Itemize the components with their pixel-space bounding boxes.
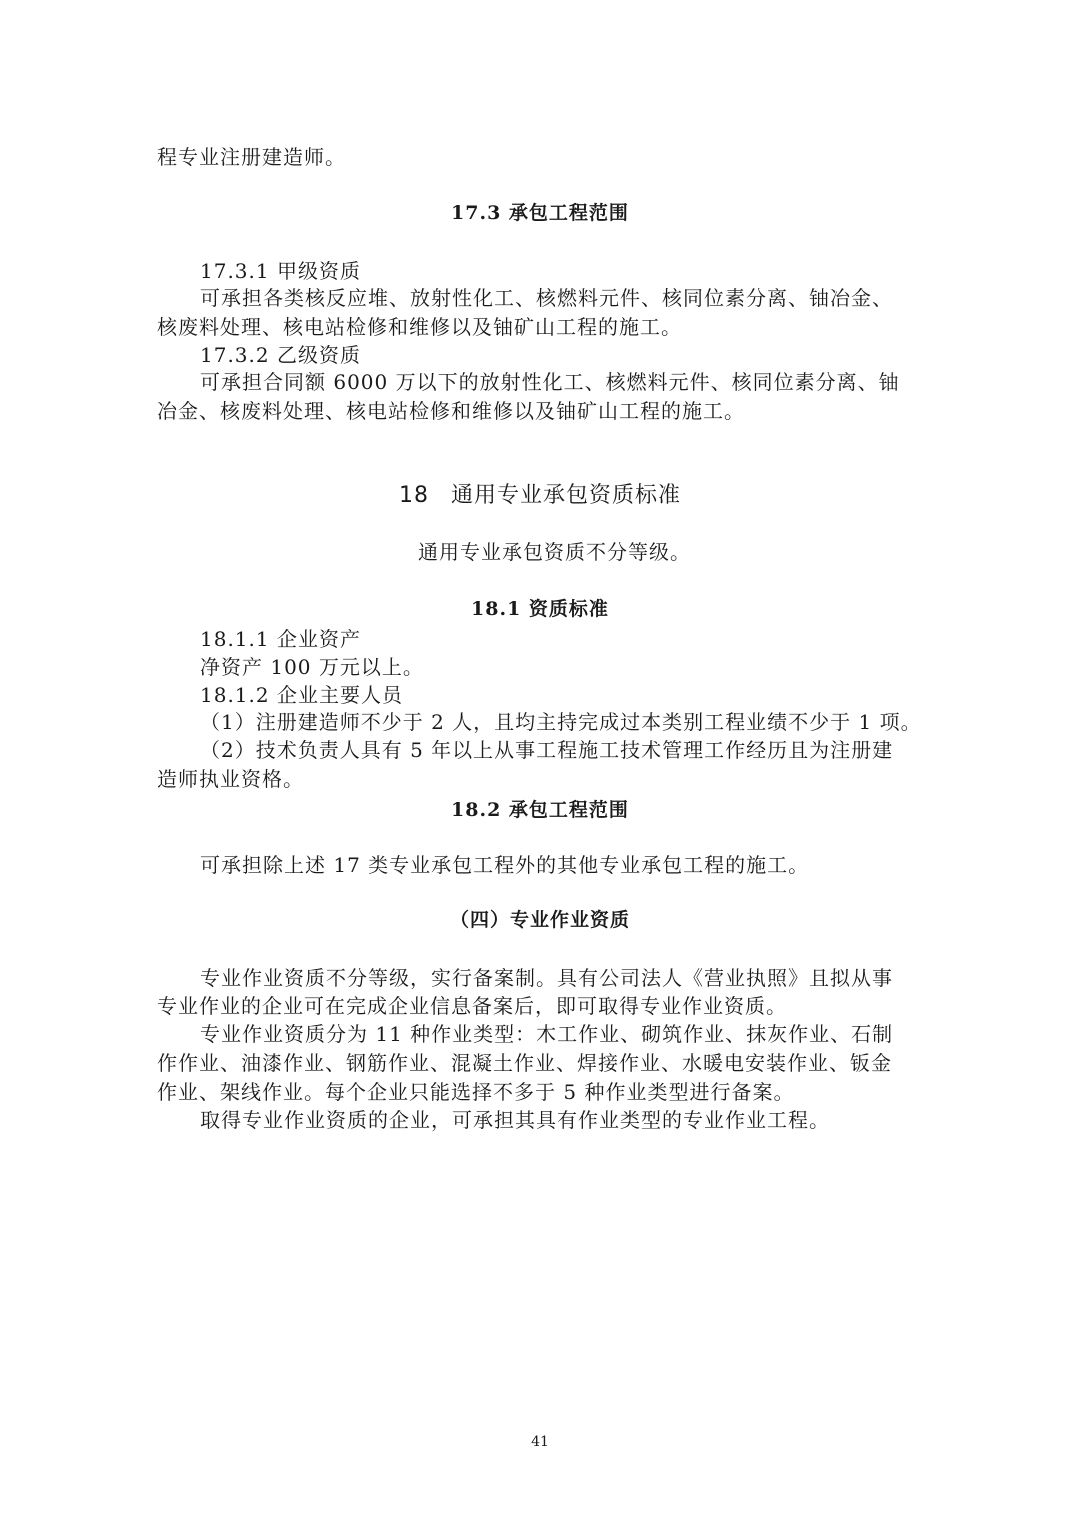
item-18-1-1-label: 18.1.1 企业资产 — [200, 627, 361, 651]
section-4-p1-line-2: 专业作业的企业可在完成企业信息备案后，即可取得专业作业资质。 — [157, 994, 787, 1018]
page-number: 41 — [531, 1434, 549, 1450]
personnel-item-1: （1）注册建造师不少于 2 人，且均主持完成过本类别工程业绩不少于 1 项。 — [200, 710, 922, 734]
item-17-3-1-text-line-1: 可承担各类核反应堆、放射性化工、核燃料元件、核同位素分离、铀冶金、 — [200, 286, 893, 310]
continuation-text: 程专业注册建造师。 — [157, 145, 346, 169]
section-4-p1-line-1: 专业作业资质不分等级，实行备案制。具有公司法人《营业执照》且拟从事 — [200, 966, 893, 990]
section-18-title — [0, 480, 1080, 512]
item-17-3-2-label: 17.3.2 乙级资质 — [200, 343, 361, 367]
personnel-item-2-line-2: 造师执业资格。 — [157, 767, 304, 791]
section-18-2-text: 可承担除上述 17 类专业承包工程外的其他专业承包工程的施工。 — [200, 853, 810, 877]
item-17-3-2-text-line-2: 冶金、核废料处理、核电站检修和维修以及铀矿山工程的施工。 — [157, 399, 745, 423]
item-18-1-2-label: 18.1.2 企业主要人员 — [200, 683, 403, 707]
heading-17-3: 17.3 承包工程范围 — [451, 202, 629, 224]
item-17-3-1-label: 17.3.1 甲级资质 — [200, 259, 361, 283]
personnel-item-2-line-1: （2）技术负责人具有 5 年以上从事工程施工技术管理工作经历且为注册建 — [200, 738, 894, 762]
section-18-intro: 通用专业承包资质不分等级。 — [418, 540, 691, 564]
section-4-p2-line-2: 作作业、油漆作业、钢筋作业、混凝土作业、焊接作业、水暖电安装作业、钣金 — [157, 1051, 892, 1075]
section-4-p2-line-3: 作业、架线作业。每个企业只能选择不多于 5 种作业类型进行备案。 — [157, 1080, 795, 1104]
heading-section-4: （四）专业作业资质 — [449, 909, 630, 931]
item-18-1-1-text: 净资产 100 万元以上。 — [200, 655, 424, 679]
heading-18-1: 18.1 资质标准 — [471, 598, 609, 620]
heading-18-2: 18.2 承包工程范围 — [451, 799, 629, 821]
item-17-3-2-text-line-1: 可承担合同额 6000 万以下的放射性化工、核燃料元件、核同位素分离、铀 — [200, 370, 900, 394]
section-18-number: 18 — [398, 483, 429, 508]
section-18-title-text: 通用专业承包资质标准 — [450, 483, 681, 508]
section-4-p2-line-1: 专业作业资质分为 11 种作业类型：木工作业、砌筑作业、抹灰作业、石制 — [200, 1022, 894, 1046]
section-4-p3: 取得专业作业资质的企业，可承担其具有作业类型的专业作业工程。 — [200, 1108, 830, 1132]
item-17-3-1-text-line-2: 核废料处理、核电站检修和维修以及铀矿山工程的施工。 — [157, 315, 682, 339]
